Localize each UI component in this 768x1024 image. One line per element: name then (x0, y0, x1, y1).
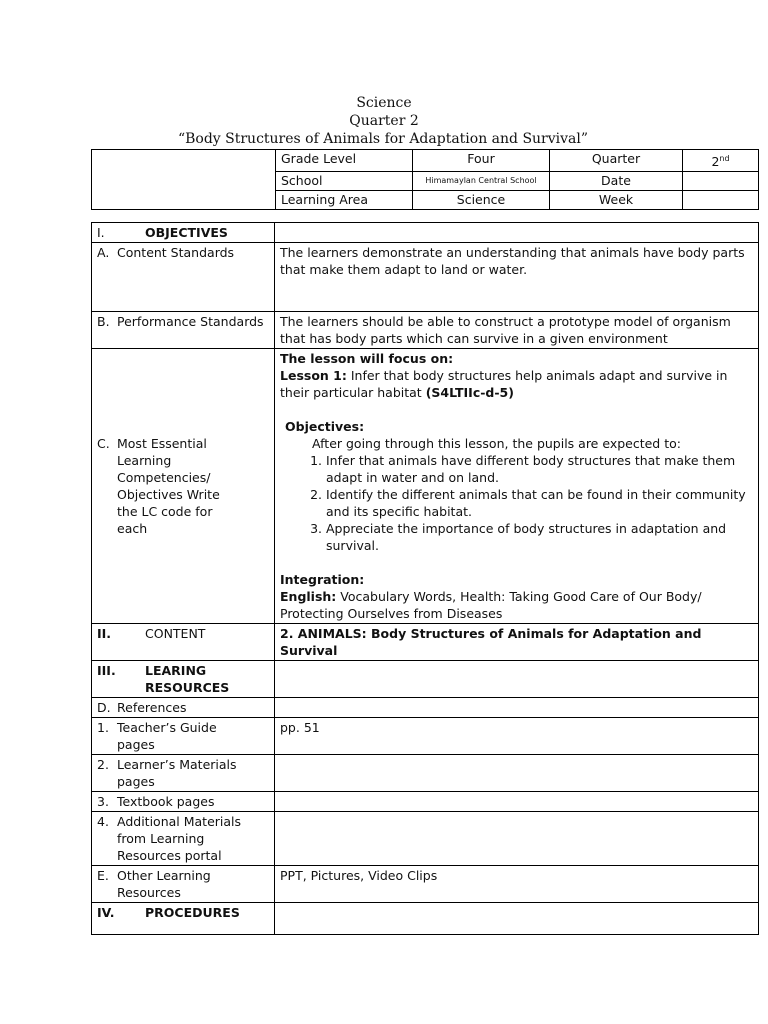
tb-value (275, 792, 759, 812)
tg-num: 1. (97, 720, 109, 735)
objectives-blank (275, 223, 759, 243)
integration-text: Vocabulary Words, Health: Taking Good Care of Our Body/ Protecting Ourselves from Diseases (280, 589, 702, 621)
date-value (683, 172, 759, 191)
subject-title: Science (356, 95, 412, 111)
content-standards-text: The learners demonstrate an understanding that animals have body parts that make them adapt to land or water. (275, 243, 759, 312)
content-heading (92, 624, 275, 661)
performance-standards-text: The learners should be able to construct a prototype model of organism that has body parts which can survive in a given environment (275, 312, 759, 349)
tg-label: Teacher’s Guide pages (117, 720, 217, 752)
tg-value: pp. 51 (275, 718, 759, 755)
lesson1-code: (S4LTIIc-d-5) (425, 385, 514, 400)
info-table (91, 149, 759, 210)
am-label-cell (92, 812, 275, 866)
resources-label: LEARING RESOURCES (145, 663, 230, 695)
other-label-cell (92, 866, 275, 903)
procedures-num: IV. (97, 905, 115, 920)
info-blank-cell (92, 150, 276, 210)
objectives-list (280, 452, 753, 554)
lm-label: Learner’s Materials pages (117, 757, 237, 789)
objectives-heading (92, 223, 275, 243)
quarter-value-cell (683, 150, 759, 172)
other-letter: E. (97, 868, 109, 883)
quarter-value: 2 (711, 154, 720, 170)
integration-english-label: English: (280, 589, 337, 604)
objective-item: 1. Infer that animals have different body structures that make them adapt in water and on land. (326, 452, 753, 486)
lesson1 (280, 367, 753, 401)
objectives-intro: After going through this lesson, the pupils are expected to: (312, 436, 681, 451)
integration-heading: Integration: (280, 572, 365, 587)
objectives-num: I. (97, 225, 105, 240)
other-label: Other Learning Resources (117, 868, 211, 900)
content-standards-label-cell (92, 243, 275, 312)
learning-area-label: Learning Area (276, 191, 413, 210)
melc-letter: C. (97, 436, 110, 451)
melc-content (275, 349, 759, 624)
am-num: 4. (97, 814, 109, 829)
objective-item: 3. Appreciate the importance of body structures in adaptation and survival. (326, 520, 753, 554)
references-blank (275, 698, 759, 718)
lm-value (275, 755, 759, 792)
content-standards-label: Content Standards (117, 245, 235, 260)
procedures-label: PROCEDURES (145, 905, 240, 920)
references-label-cell (92, 698, 275, 718)
procedures-blank (275, 903, 759, 935)
objective-item: 2. Identify the different animals that can be found in their community and its specific habitat. (326, 486, 753, 520)
quarter-title: Quarter 2 (349, 113, 419, 129)
tg-label-cell (92, 718, 275, 755)
other-value: PPT, Pictures, Video Clips (275, 866, 759, 903)
focus-heading: The lesson will focus on: (280, 351, 454, 366)
performance-standards-label-cell (92, 312, 275, 349)
content-standards-letter: A. (97, 245, 110, 260)
quarter-label: Quarter (550, 150, 683, 172)
school-label: School (276, 172, 413, 191)
lm-label-cell (92, 755, 275, 792)
lesson-title: “Body Structures of Animals for Adaptation and Survival” (177, 131, 589, 147)
grade-level-label: Grade Level (276, 150, 413, 172)
melc-label-cell (92, 349, 275, 624)
learning-area-value: Science (413, 191, 550, 210)
lesson-plan-table (91, 222, 759, 935)
tb-label: Textbook pages (117, 794, 215, 809)
am-value (275, 812, 759, 866)
resources-heading (92, 661, 275, 698)
date-label: Date (550, 172, 683, 191)
resources-num: III. (97, 663, 116, 678)
am-label: Additional Materials from Learning Resources portal (117, 814, 242, 863)
grade-level-value: Four (413, 150, 550, 172)
lesson1-label: Lesson 1: (280, 368, 347, 383)
objectives-subheading: Objectives: (285, 419, 365, 434)
quarter-suffix: nd (719, 154, 730, 163)
resources-blank (275, 661, 759, 698)
content-text: 2. ANIMALS: Body Structures of Animals for Adaptation and Survival (275, 624, 759, 661)
performance-standards-letter: B. (97, 314, 110, 329)
document-titles (0, 94, 768, 148)
school-value: Himamaylan Central School (413, 172, 550, 191)
references-label: References (117, 700, 187, 715)
week-value (683, 191, 759, 210)
content-num: II. (97, 626, 112, 641)
tb-label-cell (92, 792, 275, 812)
melc-label: Most Essential Learning Competencies/ Objectives Write the LC code for each (117, 436, 220, 536)
lm-num: 2. (97, 757, 109, 772)
references-letter: D. (97, 700, 111, 715)
performance-standards-label: Performance Standards (117, 314, 264, 329)
week-label: Week (550, 191, 683, 210)
objectives-label: OBJECTIVES (145, 225, 228, 240)
tb-num: 3. (97, 794, 109, 809)
content-label: CONTENT (145, 626, 206, 641)
integration (280, 588, 753, 622)
lesson1-text: Infer that body structures help animals adapt and survive in their particular habitat (280, 368, 728, 400)
procedures-heading (92, 903, 275, 935)
